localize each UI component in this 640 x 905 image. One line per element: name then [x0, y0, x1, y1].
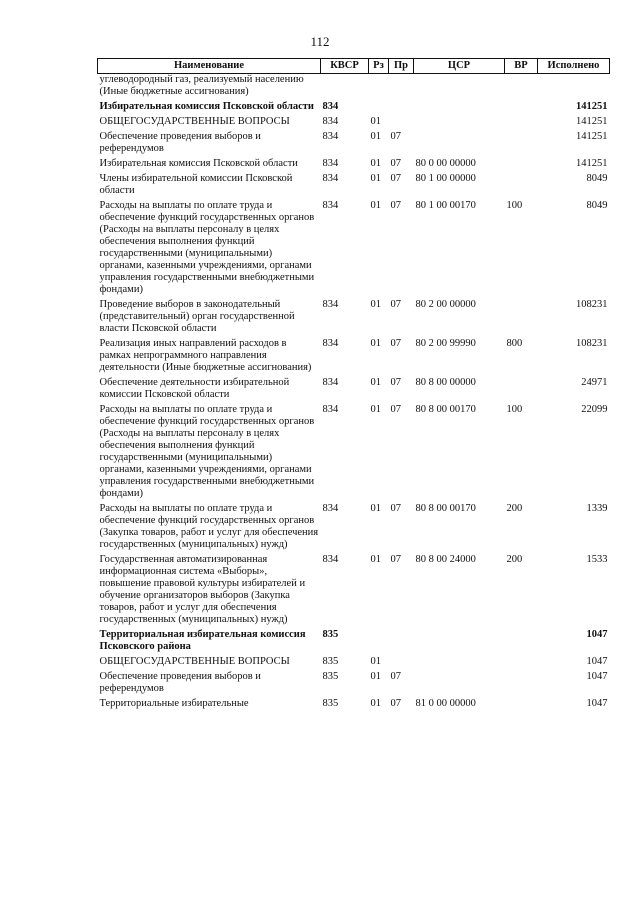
- cell-kvsr: 834: [322, 377, 339, 388]
- cell-isp: [538, 74, 610, 102]
- cell-isp: 141251: [576, 131, 608, 142]
- cell-rz: 01: [370, 158, 381, 169]
- cell-name: ОБЩЕГОСУДАРСТВЕННЫЕ ВОПРОСЫ: [99, 116, 290, 127]
- cell-pr: 07: [390, 338, 401, 349]
- table-row: [98, 116, 610, 131]
- cell-isp: 141251: [576, 116, 608, 127]
- table-row: [98, 503, 610, 554]
- cell-kvsr: 834: [322, 554, 339, 565]
- cell-kvsr: 835: [322, 698, 339, 709]
- table-row: [98, 101, 610, 116]
- cell-name: Расходы на выплаты по оплате труда и обеспечение функций государственных органов (Закупка товаров, работ и услуг для обеспечения государственных (муниципальных) нужд): [99, 503, 319, 550]
- cell-rz: 01: [370, 338, 381, 349]
- cell-csr: 80 8 00 24000: [415, 554, 476, 565]
- cell-pr: 07: [390, 554, 401, 565]
- cell-pr: [389, 116, 414, 131]
- page-number: 112: [310, 34, 330, 49]
- cell-rz: 01: [370, 131, 381, 142]
- cell-pr: [389, 656, 414, 671]
- header-name: Наименование: [98, 59, 321, 74]
- header-kvsr: КВСР: [321, 59, 369, 74]
- cell-csr: 80 8 00 00170: [415, 503, 476, 514]
- cell-kvsr: 834: [322, 116, 339, 127]
- cell-pr: [389, 101, 414, 116]
- cell-isp: 141251: [576, 158, 608, 169]
- cell-vr: [505, 116, 538, 131]
- cell-isp: 8049: [586, 200, 608, 211]
- cell-isp: 1047: [586, 671, 608, 682]
- table-row: [98, 656, 610, 671]
- table-row: [98, 377, 610, 404]
- cell-vr: [505, 698, 538, 713]
- cell-name: Территориальные избирательные: [99, 698, 249, 709]
- cell-vr: [505, 629, 538, 656]
- header-pr: Пр: [389, 59, 414, 74]
- cell-vr: 200: [506, 554, 523, 565]
- cell-pr: 07: [390, 698, 401, 709]
- table-row: [98, 299, 610, 338]
- cell-isp: 1533: [586, 554, 608, 565]
- cell-rz: 01: [370, 554, 381, 565]
- cell-csr: 81 0 00 00000: [415, 698, 476, 709]
- cell-vr: [505, 74, 538, 102]
- cell-csr: [414, 101, 505, 116]
- table-row: [98, 629, 610, 656]
- cell-kvsr: [321, 74, 369, 102]
- cell-name: Избирательная комиссия Псковской области: [99, 158, 298, 169]
- cell-csr: 80 2 00 99990: [415, 338, 476, 349]
- cell-name: Обеспечение проведения выборов и референдумов: [99, 131, 261, 154]
- cell-name: Расходы на выплаты по оплате труда и обеспечение функций государственных органов (Расходы на выплаты персоналу в целях обеспечения выполнения функций государственными (муниципальными) органами, казенными учреждениями, органами управления государственными внебюджетными фондами): [99, 200, 315, 295]
- cell-pr: 07: [390, 503, 401, 514]
- cell-csr: [414, 656, 505, 671]
- cell-rz: 01: [370, 503, 381, 514]
- cell-isp: 22099: [581, 404, 608, 415]
- cell-pr: 07: [390, 200, 401, 211]
- table-header-row: [98, 59, 610, 74]
- cell-csr: 80 2 00 00000: [415, 299, 476, 310]
- cell-kvsr: 834: [322, 131, 339, 142]
- cell-csr: [414, 629, 505, 656]
- cell-isp: 1047: [586, 698, 608, 709]
- table-row: [98, 158, 610, 173]
- cell-isp: 24971: [581, 377, 608, 388]
- cell-rz: [369, 74, 389, 102]
- table-row: [98, 671, 610, 698]
- cell-pr: 07: [390, 671, 401, 682]
- cell-kvsr: 834: [322, 299, 339, 310]
- cell-rz: 01: [370, 671, 381, 682]
- cell-name: Члены избирательной комиссии Псковской области: [99, 173, 293, 196]
- cell-rz: 01: [370, 299, 381, 310]
- cell-vr: 800: [506, 338, 523, 349]
- cell-pr: [389, 74, 414, 102]
- cell-name: Расходы на выплаты по оплате труда и обеспечение функций государственных органов (Расходы на выплаты персоналу в целях обеспечения выполнения функций государственными (муниципальными) органами, казенными учреждениями, органами управления государственными внебюджетными фондами): [99, 404, 315, 499]
- cell-pr: 07: [390, 404, 401, 415]
- cell-kvsr: 835: [322, 629, 339, 640]
- cell-rz: 01: [370, 116, 381, 127]
- table-row: [98, 74, 610, 102]
- cell-pr: 07: [390, 158, 401, 169]
- cell-kvsr: 834: [322, 200, 339, 211]
- cell-isp: 1339: [586, 503, 608, 514]
- cell-vr: 100: [506, 404, 523, 415]
- cell-csr: [414, 671, 505, 698]
- cell-kvsr: 834: [322, 404, 339, 415]
- cell-pr: 07: [390, 173, 401, 184]
- cell-vr: [505, 101, 538, 116]
- table-row: [98, 173, 610, 200]
- header-rz: Рз: [369, 59, 389, 74]
- cell-rz: 01: [370, 404, 381, 415]
- cell-rz: 01: [370, 377, 381, 388]
- cell-pr: 07: [390, 299, 401, 310]
- cell-isp: 1047: [586, 629, 608, 640]
- cell-rz: 01: [370, 200, 381, 211]
- cell-name: углеводородный газ, реализуемый населению (Иные бюджетные ассигнования): [99, 74, 304, 97]
- budget-table: [97, 58, 610, 713]
- cell-vr: 200: [506, 503, 523, 514]
- cell-rz: [369, 101, 389, 116]
- header-csr: ЦСР: [414, 59, 505, 74]
- cell-kvsr: 834: [322, 101, 339, 112]
- cell-kvsr: 835: [322, 671, 339, 682]
- cell-rz: 01: [370, 656, 381, 667]
- cell-name: ОБЩЕГОСУДАРСТВЕННЫЕ ВОПРОСЫ: [99, 656, 290, 667]
- cell-name: Реализация иных направлений расходов в рамках непрограммного направления деятельности (Иные бюджетные ассигнования): [99, 338, 312, 373]
- table-row: [98, 554, 610, 629]
- cell-pr: [389, 629, 414, 656]
- cell-name: Обеспечение деятельности избирательной комиссии Псковской области: [99, 377, 290, 400]
- cell-vr: [505, 173, 538, 200]
- cell-kvsr: 835: [322, 656, 339, 667]
- cell-rz: [369, 629, 389, 656]
- cell-vr: 100: [506, 200, 523, 211]
- cell-rz: 01: [370, 698, 381, 709]
- cell-name: Проведение выборов в законодательный (представительный) орган государственной власти Псковской области: [99, 299, 295, 334]
- cell-name: Государственная автоматизированная информационная система «Выборы», повышение правовой культуры избирателей и обучение организаторов выборов (Закупка товаров, работ и услуг для обеспечения государственных (муниципальных) нужд): [99, 554, 306, 625]
- cell-isp: 1047: [586, 656, 608, 667]
- cell-csr: [414, 74, 505, 102]
- header-isp: Исполнено: [538, 59, 610, 74]
- table-body: [98, 74, 610, 714]
- cell-pr: 07: [390, 131, 401, 142]
- cell-rz: 01: [370, 173, 381, 184]
- cell-kvsr: 834: [322, 338, 339, 349]
- cell-csr: 80 1 00 00170: [415, 200, 476, 211]
- table-row: [98, 338, 610, 377]
- cell-isp: 108231: [576, 299, 608, 310]
- table-row: [98, 200, 610, 299]
- table-row: [98, 698, 610, 713]
- cell-kvsr: 834: [322, 173, 339, 184]
- cell-csr: 80 0 00 00000: [415, 158, 476, 169]
- cell-pr: 07: [390, 377, 401, 388]
- cell-isp: 141251: [576, 101, 608, 112]
- cell-vr: [505, 656, 538, 671]
- cell-kvsr: 834: [322, 503, 339, 514]
- cell-csr: [414, 131, 505, 158]
- cell-csr: 80 8 00 00000: [415, 377, 476, 388]
- cell-isp: 108231: [576, 338, 608, 349]
- cell-csr: 80 1 00 00000: [415, 173, 476, 184]
- cell-name: Избирательная комиссия Псковской области: [99, 101, 314, 112]
- table-row: [98, 404, 610, 503]
- cell-vr: [505, 377, 538, 404]
- cell-vr: [505, 671, 538, 698]
- cell-csr: [414, 116, 505, 131]
- cell-name: Обеспечение проведения выборов и референдумов: [99, 671, 261, 694]
- header-vr: ВР: [505, 59, 538, 74]
- cell-vr: [505, 131, 538, 158]
- cell-name: Территориальная избирательная комиссия Псковского района: [99, 629, 306, 652]
- cell-kvsr: 834: [322, 158, 339, 169]
- table-row: [98, 131, 610, 158]
- cell-csr: 80 8 00 00170: [415, 404, 476, 415]
- cell-vr: [505, 158, 538, 173]
- cell-isp: 8049: [586, 173, 608, 184]
- cell-vr: [505, 299, 538, 338]
